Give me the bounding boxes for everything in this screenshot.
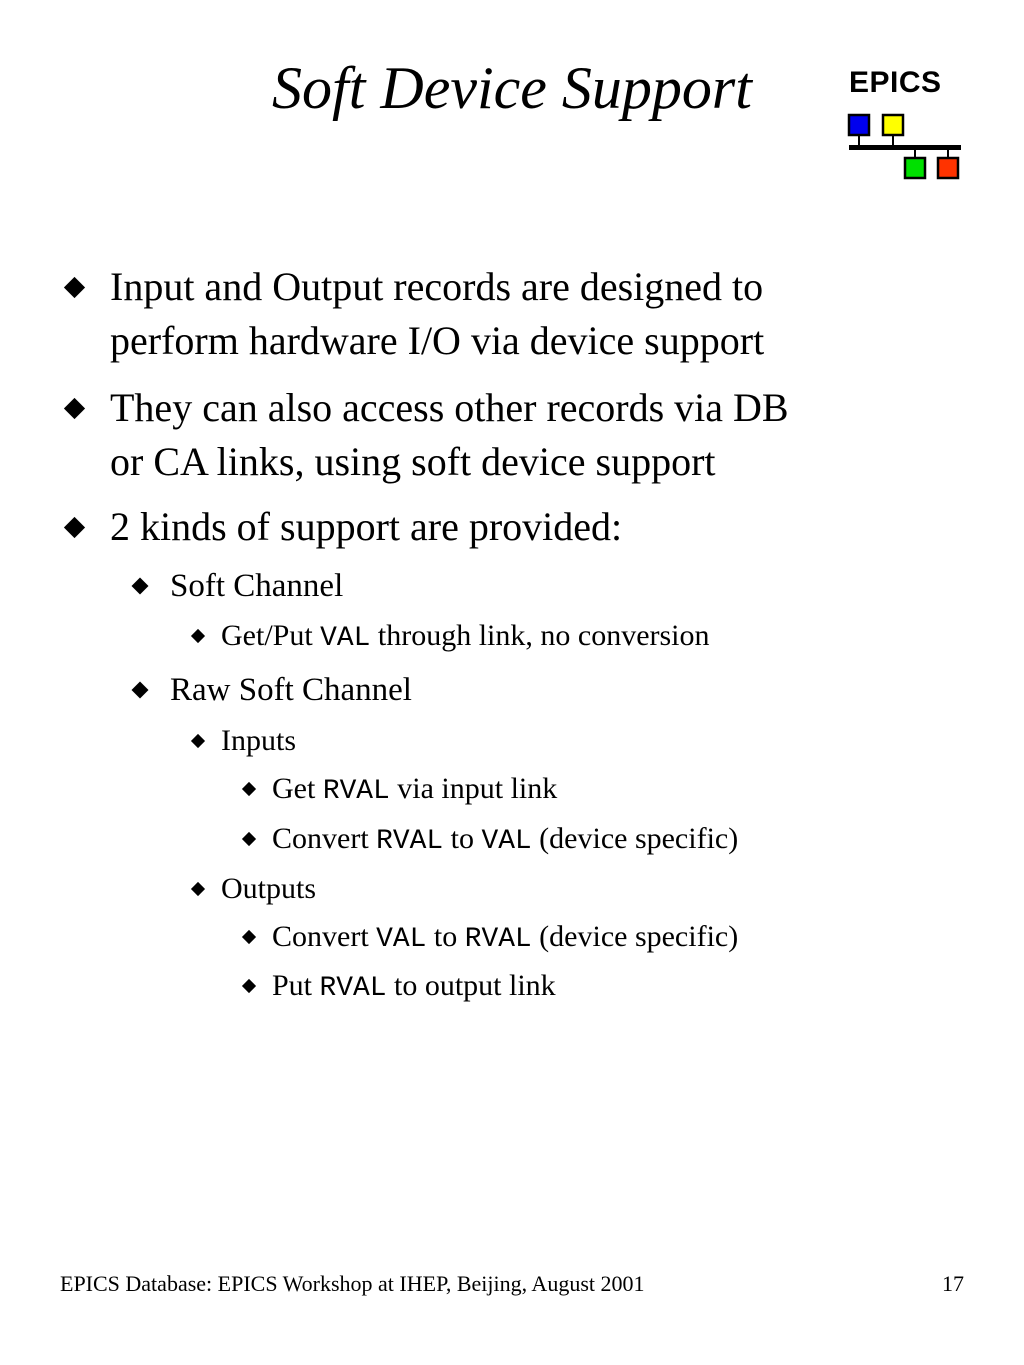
code-segment: RVAL	[319, 973, 387, 1004]
text-segment: via input link	[389, 772, 558, 805]
text-segment: through link, no conversion	[370, 619, 710, 652]
epics-network-icon	[846, 110, 966, 182]
sub-bullet-item	[170, 566, 343, 606]
bullet-text-line: or CA links, using soft device support	[110, 439, 716, 484]
sub-sub-bullet-item	[221, 871, 316, 907]
bullet-item	[110, 381, 789, 435]
text-segment: Convert	[272, 920, 377, 953]
diamond-bullet-icon	[64, 398, 85, 419]
epics-logo	[846, 66, 966, 186]
sub-sub-bullet-item	[221, 618, 710, 657]
code-segment: RVAL	[376, 826, 444, 857]
text-segment: (device specific)	[531, 822, 739, 855]
bullet-text-line: 2 kinds of support are provided:	[110, 504, 623, 549]
text-segment: to	[426, 920, 465, 953]
text-segment: Put	[272, 969, 320, 1002]
sub-sub-bullet-item	[221, 723, 296, 759]
sub-bullet-text: Soft Channel	[170, 568, 344, 604]
code-segment: VAL	[481, 826, 532, 857]
diamond-bullet-icon	[64, 517, 85, 538]
level4-bullet-item	[272, 919, 738, 958]
text-segment: to output link	[386, 969, 556, 1002]
sub-sub-bullet-text: Outputs	[221, 872, 317, 905]
text-segment: Convert	[272, 822, 377, 855]
epics-logo-text: EPICS	[849, 66, 942, 99]
code-segment: RVAL	[322, 776, 390, 807]
text-segment: to	[443, 822, 482, 855]
page-number: 17	[942, 1271, 964, 1296]
diamond-bullet-icon	[242, 930, 256, 944]
diamond-bullet-icon	[64, 277, 85, 298]
bullet-item-continuation	[110, 435, 716, 489]
bullet-item	[110, 500, 622, 554]
level4-bullet-item	[272, 771, 557, 810]
level4-bullet-item	[272, 968, 556, 1007]
code-segment: RVAL	[464, 924, 532, 955]
diamond-bullet-icon	[242, 979, 256, 993]
diamond-bullet-icon	[132, 578, 149, 595]
bullet-text-line: perform hardware I/O via device support	[110, 318, 765, 363]
bullet-item-continuation	[110, 314, 764, 368]
sub-sub-bullet-text: Inputs	[221, 724, 296, 757]
text-segment: Get/Put	[221, 619, 321, 652]
slide-title: Soft Device Support	[272, 55, 752, 121]
bullet-text-line: They can also access other records via DB	[110, 385, 789, 430]
diamond-bullet-icon	[191, 629, 205, 643]
diamond-bullet-icon	[191, 734, 205, 748]
text-segment: (device specific)	[531, 920, 739, 953]
code-segment: VAL	[376, 924, 427, 955]
bullet-item	[110, 260, 763, 314]
diamond-bullet-icon	[132, 682, 149, 699]
level4-bullet-item	[272, 821, 738, 860]
sub-bullet-text: Raw Soft Channel	[170, 672, 412, 708]
diamond-bullet-icon	[191, 882, 205, 896]
code-segment: VAL	[320, 623, 371, 654]
diamond-bullet-icon	[242, 832, 256, 846]
footer-caption: EPICS Database: EPICS Workshop at IHEP, Beijing, August 2001	[60, 1271, 645, 1296]
sub-bullet-item	[170, 670, 412, 710]
text-segment: Get	[272, 772, 323, 805]
diamond-bullet-icon	[242, 782, 256, 796]
bullet-text-line: Input and Output records are designed to	[110, 264, 764, 309]
